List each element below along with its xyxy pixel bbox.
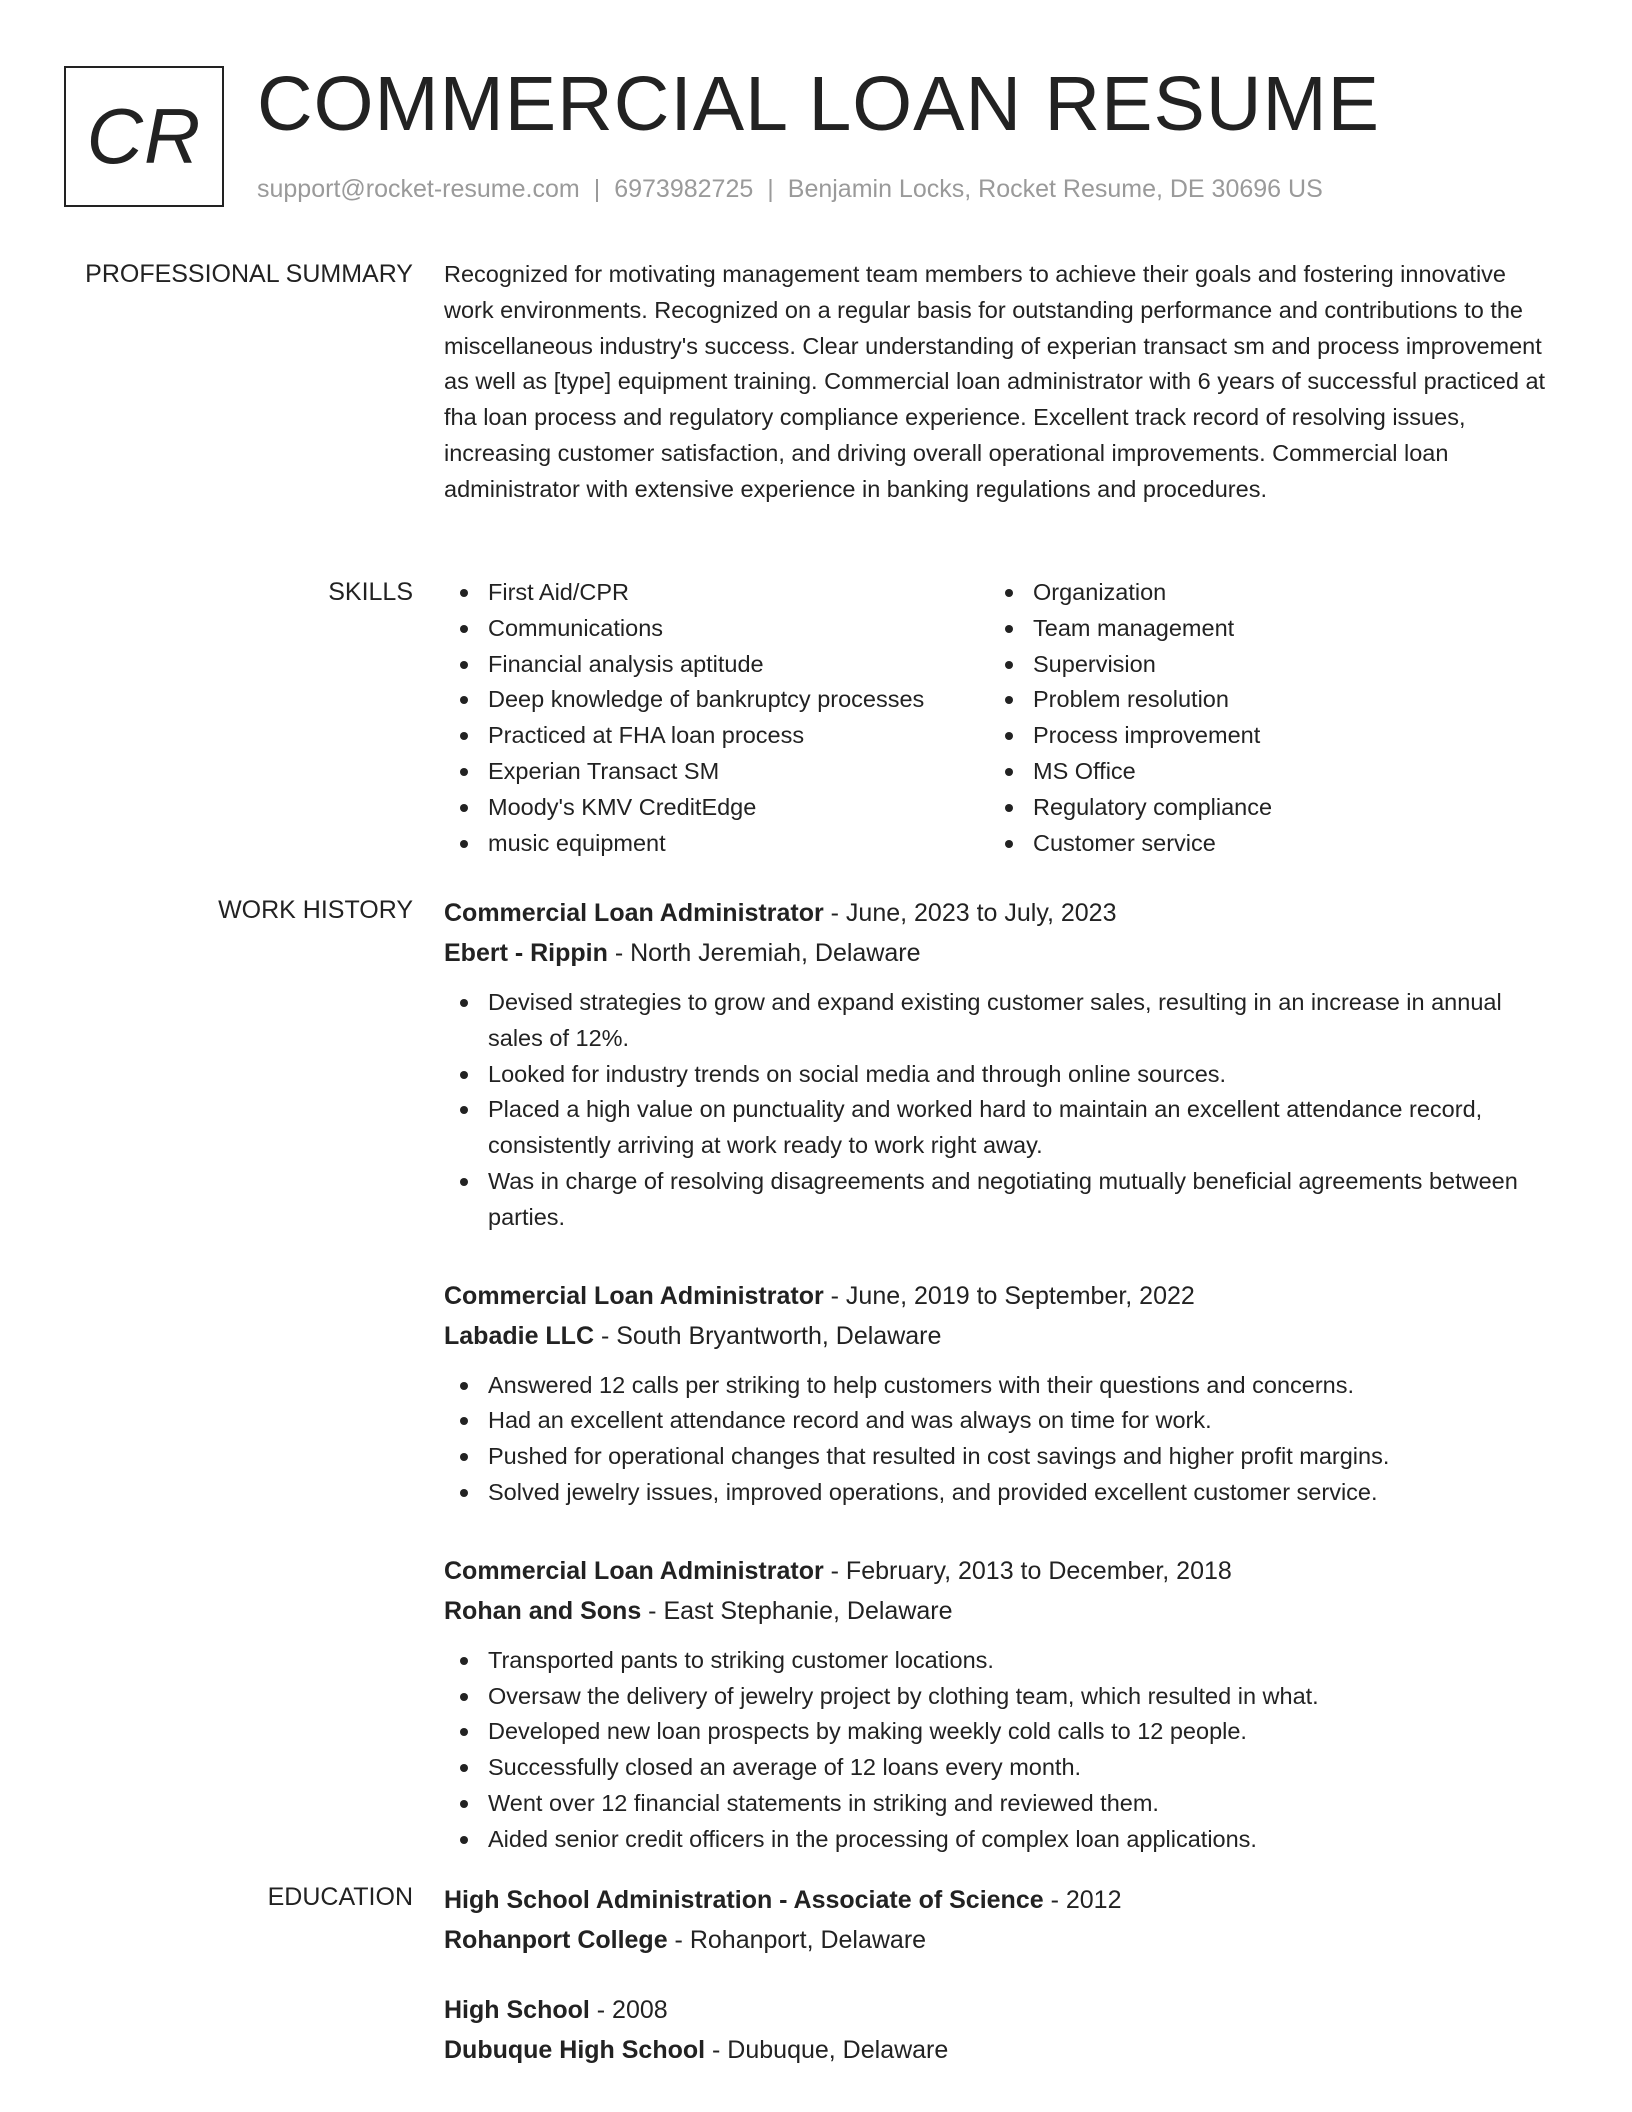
contact-email: support@rocket-resume.com [257,175,580,203]
job-company: Ebert - Rippin [444,939,608,967]
contact-phone: 6973982725 [614,175,754,203]
education-school: Rohanport College [444,1926,668,1954]
job-bullet: Transported pants to striking customer locations. [444,1643,1556,1679]
education-year: - 2008 [589,1996,668,2024]
education-location: - Rohanport, Delaware [667,1926,927,1954]
job-bullet: Pushed for operational changes that resulted in cost savings and higher profit margins. [444,1439,1556,1475]
job-entry [444,1551,1556,1858]
job-bullet: Developed new loan prospects by making weekly cold calls to 12 people. [444,1714,1556,1750]
skill-item: Deep knowledge of bankruptcy processes [444,682,989,718]
job-bullet: Had an excellent attendance record and was always on time for work. [444,1403,1556,1439]
job-bullet: Oversaw the delivery of jewelry project by clothing team, which resulted in what. [444,1679,1556,1715]
job-entry [444,1276,1556,1511]
skills-list-left [444,575,989,861]
skill-item: Practiced at FHA loan process [444,718,989,754]
job-location: - North Jeremiah, Delaware [607,939,921,967]
job-company-line [444,1316,1556,1356]
job-bullet: Answered 12 calls per striking to help customers with their questions and concerns. [444,1368,1556,1404]
summary-heading: PROFESSIONAL SUMMARY [85,260,413,288]
skills-list-right [989,575,1534,861]
job-title-line [444,1551,1556,1591]
skill-item: Supervision [989,647,1534,683]
job-bullet: Was in charge of resolving disagreements and negotiating mutually beneficial agreements between parties. [444,1164,1556,1236]
education-school-line [444,2030,1556,2070]
skill-item: music equipment [444,826,989,862]
skill-item: Process improvement [989,718,1534,754]
job-title-line [444,1276,1556,1316]
education-school-line [444,1920,1556,1960]
job-location: - South Bryantworth, Delaware [594,1321,942,1350]
job-company-line [444,933,1556,973]
work-history-heading: WORK HISTORY [218,896,413,924]
skill-item: Team management [989,611,1534,647]
job-bullets [444,1368,1556,1511]
job-title-line [444,893,1556,933]
job-company: Rohan and Sons [444,1596,642,1625]
education-degree-line [444,1880,1556,1920]
contact-address: Benjamin Locks, Rocket Resume, DE 30696 US [787,175,1323,203]
job-bullet: Aided senior credit officers in the processing of complex loan applications. [444,1822,1556,1858]
resume-title: COMMERCIAL LOAN RESUME [257,61,1380,147]
job-title: Commercial Loan Administrator [444,1556,824,1585]
summary-text: Recognized for motivating management team members to achieve their goals and fostering innovative work environments. Recognized on a regular basis for outstanding performance and contributions to the miscellaneous industry's success. Clear understanding of experian transact sm and process improvement as well as [type] equipment training. Commercial loan administrator with 6 years of successful practiced at fha loan process and regulatory compliance experience. Excellent track record of resolving issues, increasing customer satisfaction, and driving overall operational improvements. Commercial loan administrator with extensive experience in banking regulations and procedures. [444,261,1546,502]
job-location: - East Stephanie, Delaware [641,1596,953,1625]
education-year: - 2012 [1043,1886,1122,1914]
skill-item: Financial analysis aptitude [444,647,989,683]
skill-item: Problem resolution [989,682,1534,718]
job-entry [444,893,1556,1236]
separator: | [593,175,601,203]
monogram-logo: CR [64,66,224,207]
skill-item: Communications [444,611,989,647]
skill-item: Experian Transact SM [444,754,989,790]
job-bullet: Went over 12 financial statements in striking and reviewed them. [444,1786,1556,1822]
skill-item: Regulatory compliance [989,790,1534,826]
job-company: Labadie LLC [444,1321,595,1350]
skill-item: Moody's KMV CreditEdge [444,790,989,826]
education-heading: EDUCATION [267,1883,413,1911]
job-dates: - February, 2013 to December, 2018 [823,1556,1232,1585]
job-bullet: Solved jewelry issues, improved operations, and provided excellent customer service. [444,1475,1556,1511]
separator: | [767,175,774,203]
education-degree-line [444,1990,1556,2030]
job-bullet: Looked for industry trends on social media and through online sources. [444,1057,1556,1093]
skill-item: Organization [989,575,1534,611]
job-bullets [444,1643,1556,1858]
education-degree: High School [444,1996,590,2024]
skill-item: First Aid/CPR [444,575,989,611]
education-entry [444,1990,1556,2070]
skill-item: MS Office [989,754,1534,790]
job-title: Commercial Loan Administrator [444,899,824,927]
education-location: - Dubuque, Delaware [705,2036,949,2064]
education-school: Dubuque High School [444,2036,706,2064]
job-company-line [444,1591,1556,1631]
job-bullet: Placed a high value on punctuality and worked hard to maintain an excellent attendance record, consistently arriving at work ready to work right away. [444,1092,1556,1164]
job-bullet: Successfully closed an average of 12 loans every month. [444,1750,1556,1786]
education-degree: High School Administration - Associate of Science [444,1886,1044,1914]
contact-line [257,172,1323,206]
job-dates: - June, 2023 to July, 2023 [823,899,1117,927]
job-title: Commercial Loan Administrator [444,1281,824,1310]
education-entry [444,1880,1556,1960]
job-dates: - June, 2019 to September, 2022 [823,1281,1195,1310]
job-bullet: Devised strategies to grow and expand existing customer sales, resulting in an increase in annual sales of 12%. [444,985,1556,1057]
skill-item: Customer service [989,826,1534,862]
skills-heading: SKILLS [328,578,413,606]
job-bullets [444,985,1556,1236]
